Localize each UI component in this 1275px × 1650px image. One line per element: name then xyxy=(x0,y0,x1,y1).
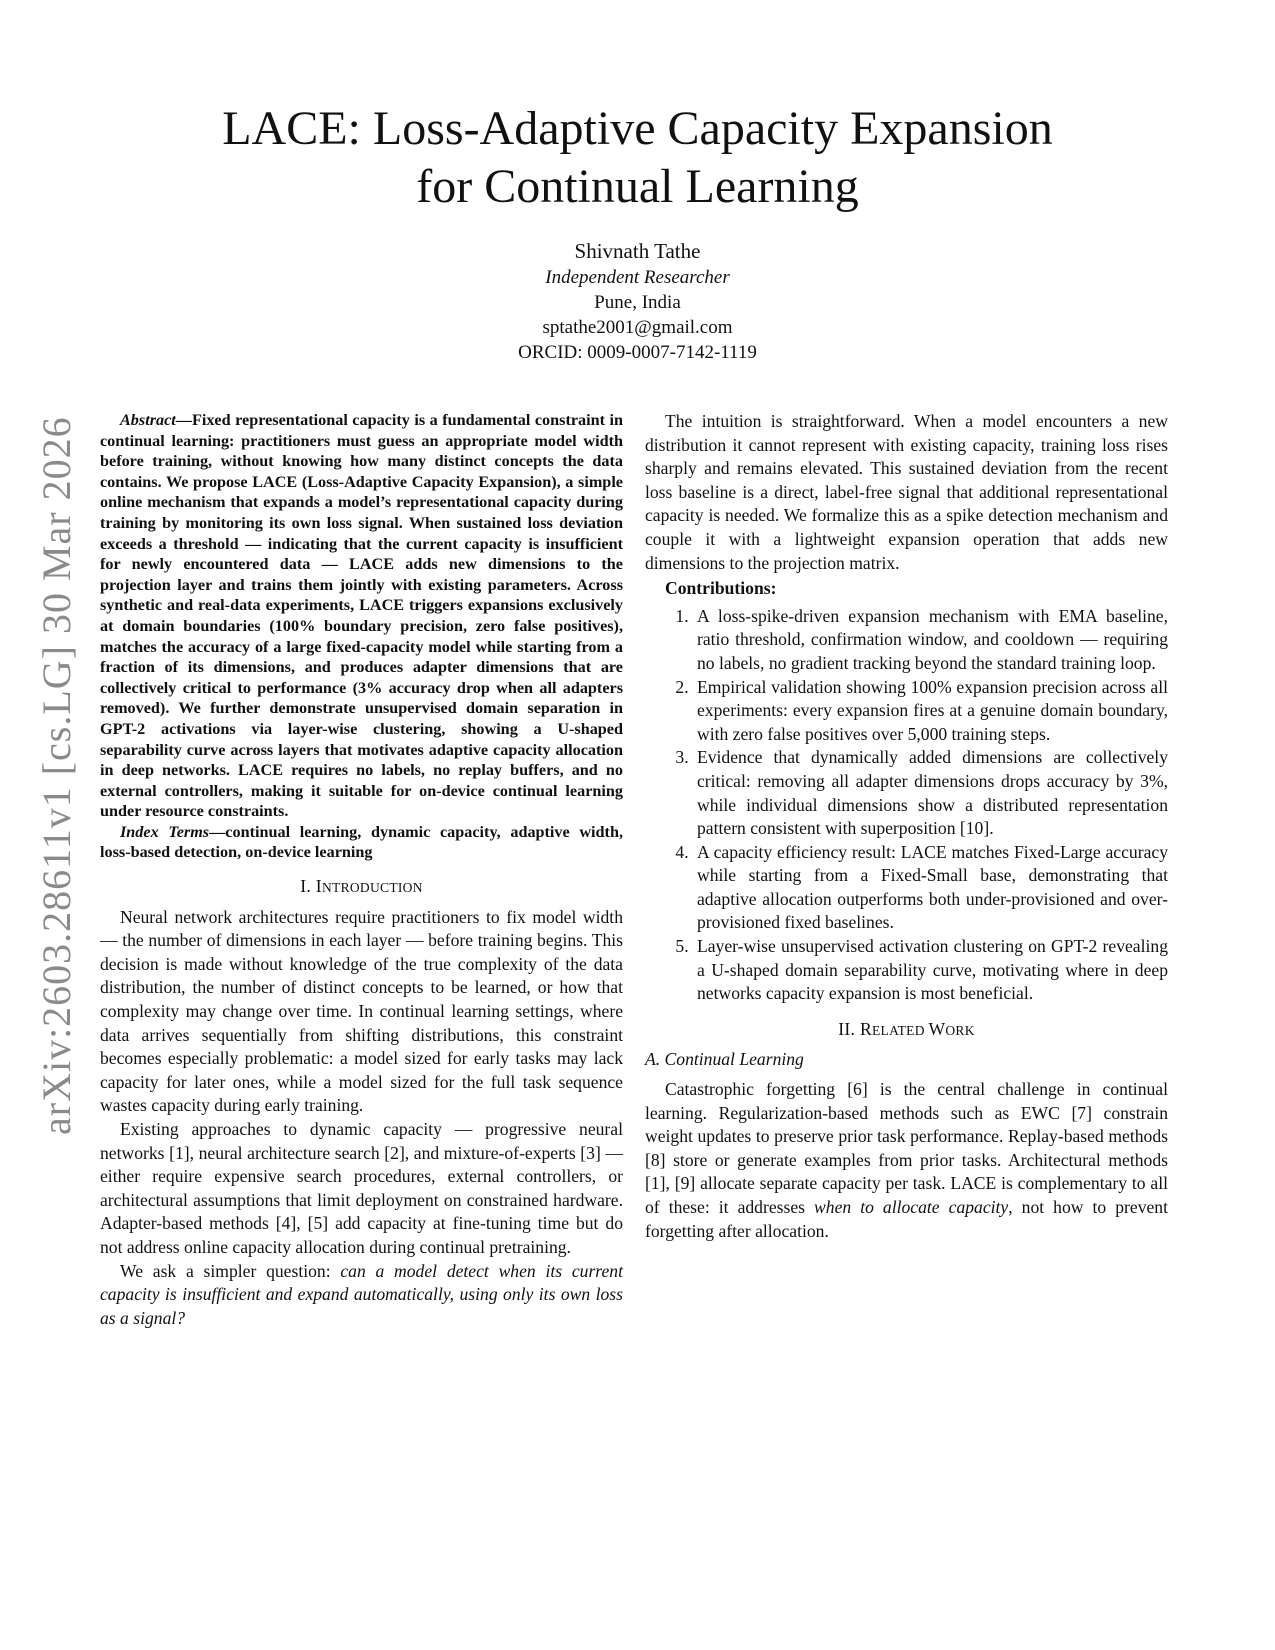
list-item: 1. A loss-spike-driven expansion mechanism with EMA baseline, ratio threshold, confirmation window, and cooldown — requiring no labels, no gradient tracking beyond the standard training loop. xyxy=(693,605,1168,676)
research-question: can a model detect when its current capacity is insufficient and expand automatically, using only its own loss as a signal? xyxy=(100,1260,623,1328)
section-heading-related-work: II. RELATED WORK xyxy=(838,1018,975,1039)
paper-title-line-1: LACE: Loss-Adaptive Capacity Expansion xyxy=(222,102,1053,155)
index-terms-text: —continual learning, dynamic capacity, adaptive width, loss-based detection, on-device learning xyxy=(100,822,623,862)
section-heading-introduction: I. INTRODUCTION xyxy=(300,876,423,897)
paper-title-line-2: for Continual Learning xyxy=(416,160,859,213)
arxiv-identifier-stamp: arXiv:2603.28611v1 [cs.LG] 30 Mar 2026 xyxy=(34,416,79,1135)
left-column xyxy=(100,410,623,1330)
list-item: 5. Layer-wise unsupervised activation clustering on GPT-2 revealing a U-shaped domain separability curve, motivating where in deep networks capacity expansion is most beneficial. xyxy=(693,935,1168,1006)
intro-paragraph-4: The intuition is straightforward. When a model encounters a new distribution it cannot represent with existing capacity, training loss rises sharply and remains elevated. This sustained deviation from the recent loss baseline is a direct, label-free signal that additional representational capacity is needed. We formalize this as a spike detection mechanism and couple it with a lightweight expansion operation that adds new dimensions to the projection matrix. xyxy=(645,411,1168,573)
abstract-lead: Abstract xyxy=(120,411,176,429)
index-terms-lead: Index Terms xyxy=(120,822,210,841)
intro-paragraph-3: We ask a simpler question: can a model detect when its current capacity is insufficient and expand automatically, using only its own loss as a signal? xyxy=(100,1260,623,1328)
author-location: Pune, India xyxy=(594,292,681,313)
author-block xyxy=(300,238,975,365)
list-item: 4. A capacity efficiency result: LACE matches Fixed-Large accuracy while starting from a Fixed-Small base, demonstrating that adaptive allocation outperforms both under-provisioned and over-provisioned fixed baselines. xyxy=(693,841,1168,935)
contributions-list xyxy=(645,605,1168,1006)
list-item: 2. Empirical validation showing 100% expansion precision across all experiments: every expansion fires at a genuine domain boundary, with zero false positives over 5,000 training steps. xyxy=(693,676,1168,747)
list-item: 3. Evidence that dynamically added dimensions are collectively critical: removing all adapter dimensions drops accuracy by 3%, while individual dimensions show a distributed representation pattern consistent with superposition [10]. xyxy=(693,746,1168,840)
contributions-heading: Contributions: xyxy=(665,578,777,599)
intro-paragraph-2: Existing approaches to dynamic capacity — progressive neural networks [1], neural architecture search [2], and mixture-of-experts [3] — either require expensive search procedures, external controllers, or architectural assumptions that limit deployment on constrained hardware. Adapter-based methods [4], [5] add capacity at fine-tuning time but do not address online capacity allocation during continual pretraining. xyxy=(100,1119,623,1257)
index-terms xyxy=(100,822,623,863)
paper-title xyxy=(150,100,1125,216)
author-name: Shivnath Tathe xyxy=(574,239,701,263)
subsection-heading-continual-learning: A. Continual Learning xyxy=(645,1049,804,1070)
abstract xyxy=(100,410,623,822)
intro-paragraph-1: Neural network architectures require practitioners to fix model width — the number of dimensions in each layer — before training begins. This decision is made without knowledge of the true complexity of the data distribution, the number of distinct concepts to be learned, or how that complexity may change over time. In continual learning settings, where data arrives sequentially from shifting distributions, this constraint becomes especially problematic: a model sized for early tasks may lack capacity for later ones, while a model sized for the full task sequence wastes capacity during early training. xyxy=(100,906,623,1116)
author-affiliation: Independent Researcher xyxy=(545,267,730,288)
right-column xyxy=(645,410,1168,1243)
author-orcid: ORCID: 0009-0007-7142-1119 xyxy=(518,342,757,363)
author-email[interactable]: sptathe2001@gmail.com xyxy=(542,317,733,338)
related-paragraph-1: Catastrophic forgetting [6] is the central challenge in continual learning. Regularization-based methods such as EWC [7] constrain weight updates to preserve prior task performance. Replay-based methods [8] store or generate examples from prior tasks. Architectural methods [1], [9] allocate separate capacity per task. LACE is complementary to all of these: it addresses when to allocate capacity, not how to prevent forgetting after allocation. xyxy=(645,1079,1168,1241)
abstract-text: —Fixed representational capacity is a fundamental constraint in continual learning: practitioners must guess an appropriate model width before training, without knowing how many distinct concepts the data contains. We propose LACE (Loss-Adaptive Capacity Expansion), a simple online mechanism that expands a model’s representational capacity during training by monitoring its own loss signal. When sustained loss deviation exceeds a threshold — indicating that the current capacity is insufficient for newly encountered data — LACE adds new dimensions to the projection layer and trains them jointly with existing parameters. Across synthetic and real-data experiments, LACE triggers expansions exclusively at domain boundaries (100% boundary precision, zero false positives), matches the accuracy of a large fixed-capacity model while starting from a fraction of its dimensions, and produces adapter dimensions that are collectively critical to performance (3% accuracy drop when all adapters removed). We further demonstrate unsupervised domain separation in GPT-2 activations via layer-wise clustering, showing a U-shaped separability curve across layers that motivates adaptive capacity allocation in deep networks. LACE requires no labels, no replay buffers, and no external controllers, making it suitable for on-device continual learning under resource constraints. xyxy=(100,411,623,821)
